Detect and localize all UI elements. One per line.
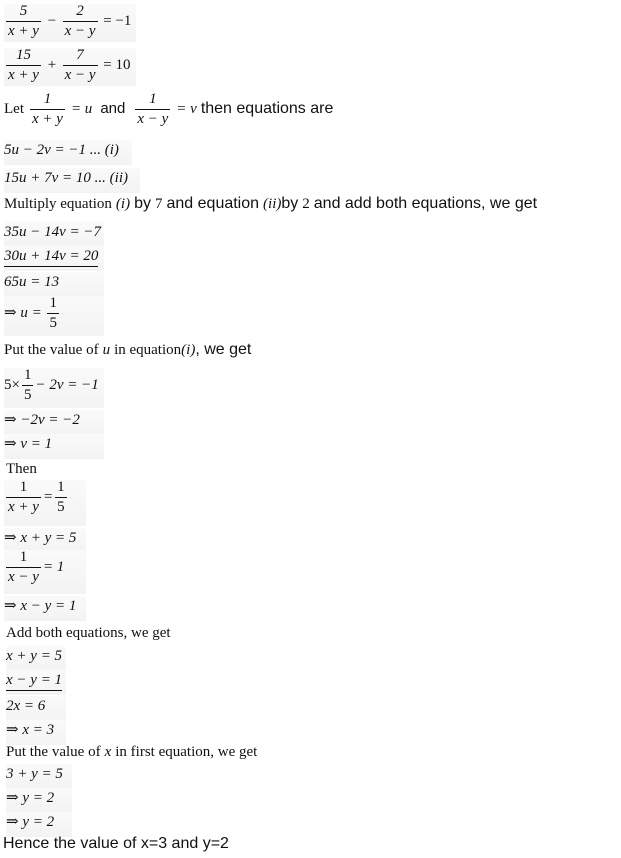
fraction: [63, 4, 98, 39]
denominator: x − y: [8, 569, 39, 585]
equation-line: [6, 670, 66, 695]
substitution-line: [4, 92, 333, 132]
text: 5×: [4, 376, 20, 393]
equation-line: ⇒ y = 2: [6, 788, 72, 813]
operator: +: [46, 56, 57, 73]
text: and equation: [166, 195, 260, 212]
denominator: x − y: [137, 111, 169, 127]
equation-line: ⇒ x + y = 5: [4, 528, 86, 553]
text-line: Then: [6, 461, 37, 477]
fraction: [6, 550, 41, 585]
fraction: [30, 92, 65, 127]
text-line: Add both equations, we get: [6, 625, 171, 641]
denominator: 5: [57, 499, 65, 515]
variable: x: [104, 744, 112, 760]
equation: = v: [176, 101, 197, 118]
fraction: [63, 48, 98, 83]
equation-line: 65u = 13: [4, 272, 104, 297]
result-u: [4, 296, 104, 336]
numerator: 5: [19, 3, 28, 19]
text: Multiply equation: [4, 196, 112, 212]
equation-ref: (ii): [263, 196, 282, 212]
numerator: 1: [19, 549, 28, 565]
instruction-line: [6, 744, 257, 760]
denominator: x − y: [64, 67, 96, 83]
numerator: 1: [57, 479, 65, 495]
number: 2: [302, 196, 310, 212]
instruction-line: [4, 196, 537, 218]
equation-line: [4, 246, 104, 271]
equation-line-1: [4, 4, 136, 42]
denominator: x + y: [8, 499, 39, 515]
text: , we get: [195, 341, 252, 358]
equation-ref: (i): [115, 196, 131, 212]
text: by: [134, 195, 151, 212]
operator: −: [46, 12, 57, 29]
equation-line-2: [4, 48, 136, 86]
underlined-equation: 30u + 14v = 20: [4, 248, 98, 267]
equation-line: ⇒ x − y = 1: [4, 596, 86, 621]
text: in first equation, we get: [115, 744, 258, 760]
equation-line: ⇒ y = 2: [6, 812, 72, 837]
denominator: x + y: [32, 111, 63, 127]
numerator: 1: [149, 91, 157, 107]
equation-line: ⇒ v = 1: [4, 434, 104, 459]
text: ⇒ u =: [4, 304, 42, 321]
numerator: 1: [23, 367, 32, 383]
text: in equation: [114, 342, 182, 358]
equation-line: x + y = 5: [6, 646, 66, 671]
equation-line: ⇒ −2v = −2: [4, 410, 104, 435]
text: and add both equations, we get: [313, 195, 538, 212]
instruction-line: [4, 342, 251, 364]
text: Put the value of: [6, 744, 101, 760]
numerator: 1: [19, 479, 28, 495]
numerator: 2: [76, 3, 84, 19]
numerator: 7: [76, 47, 84, 63]
fraction: [6, 480, 41, 515]
text: Let: [4, 101, 24, 118]
fraction: [6, 4, 41, 39]
denominator: x + y: [8, 23, 39, 39]
equation-line: 3 + y = 5: [6, 764, 72, 789]
conclusion-text: Hence the value of x=3 and y=2: [3, 835, 229, 852]
variable: u: [102, 342, 111, 358]
text: = 1: [42, 558, 65, 575]
denominator: 5: [23, 387, 32, 403]
equation: = u: [70, 101, 93, 118]
numerator: 1: [49, 295, 57, 311]
fraction: [47, 296, 59, 331]
numerator: 15: [15, 47, 31, 63]
denominator: x + y: [8, 67, 39, 83]
underlined-equation: x − y = 1: [6, 672, 62, 691]
number: 7: [155, 196, 163, 212]
text: and: [100, 100, 126, 118]
numerator: 1: [43, 91, 52, 107]
fraction: [135, 92, 170, 127]
text: − 2v = −1: [35, 376, 99, 393]
equation-line: ⇒ x = 3: [6, 720, 66, 745]
rhs: = −1: [103, 12, 132, 29]
equation-ii: 15u + 7v = 10 ... (ii): [4, 168, 140, 193]
equation-i: 5u − 2v = −1 ... (i): [4, 140, 132, 165]
equation-line: 35u − 14v = −7: [4, 222, 104, 247]
equation-ref: (i): [181, 342, 196, 358]
fraction: [22, 368, 34, 403]
text: by: [281, 195, 299, 212]
equation-line: 2x = 6: [6, 696, 66, 721]
text: =: [42, 488, 54, 505]
denominator: x − y: [64, 23, 96, 39]
text: Put the value of: [4, 342, 99, 358]
equation-line: [4, 550, 86, 594]
rhs: = 10: [103, 56, 131, 73]
denominator: 5: [49, 315, 57, 331]
fraction: [6, 48, 41, 83]
fraction: [55, 480, 67, 515]
text: then equations are: [200, 100, 334, 118]
equation-line: [4, 480, 86, 526]
equation-line: [4, 368, 104, 408]
